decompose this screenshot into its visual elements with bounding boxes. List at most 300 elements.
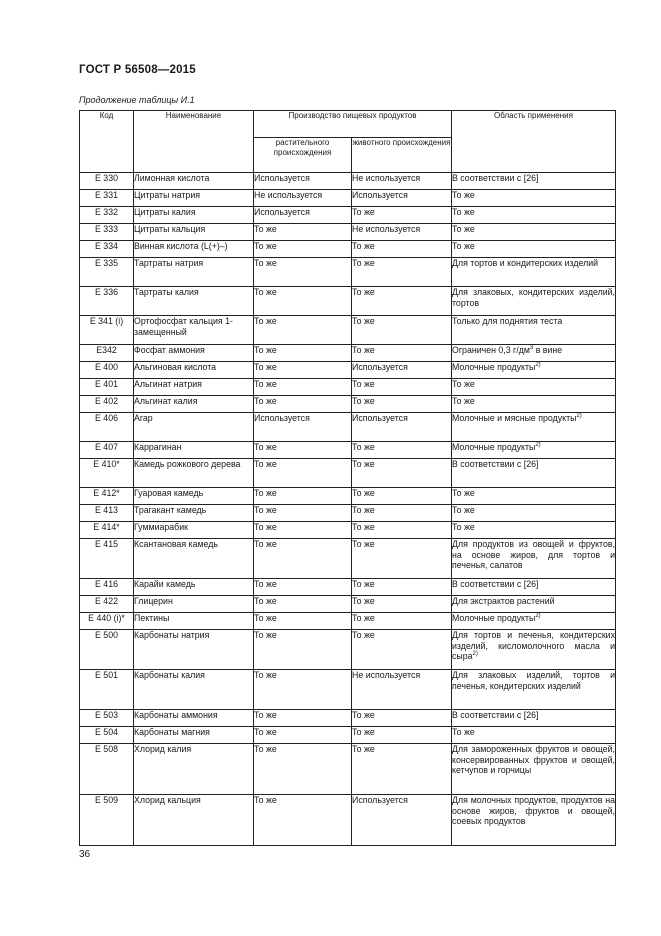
cell-plant-text: То же [254, 316, 277, 326]
cell-code-text: E 400 [95, 362, 118, 372]
cell-code [80, 539, 134, 579]
cell-area-text: Для злаковых, кондитерских изделий, тортов [452, 287, 615, 308]
cell-code-text: E 501 [95, 670, 118, 680]
table-row [80, 795, 616, 846]
cell-name [134, 488, 254, 505]
cell-area-text: Только для поднятия теста [452, 316, 563, 326]
cell-name [134, 459, 254, 488]
cell-code-text: E 413 [95, 505, 118, 515]
cell-name-text: Винная кислота (L(+)–) [134, 241, 228, 251]
cell-name [134, 670, 254, 710]
cell-plant-text: То же [254, 539, 277, 549]
cell-name [134, 258, 254, 287]
cell-area-text: Для продуктов из овощей и фруктов, на основе жиров, для тортов и печенья, салатов [452, 539, 615, 570]
cell-code [80, 727, 134, 744]
cell-code-text: E 500 [95, 630, 118, 640]
cell-area-text: В соответствии с [26] [452, 710, 539, 720]
table-row [80, 459, 616, 488]
cell-code-text: E 440 (i)* [88, 613, 125, 623]
cell-plant [254, 670, 352, 710]
cell-name-text: Цитраты калия [134, 207, 196, 217]
cell-name-text: Карбонаты магния [134, 727, 210, 737]
cell-area-text: То же [452, 488, 475, 498]
cell-animal-text: То же [352, 505, 375, 515]
cell-code [80, 670, 134, 710]
cell-name-text: Хлорид кальция [134, 795, 201, 805]
cell-area-text: То же [452, 505, 475, 515]
cell-plant [254, 224, 352, 241]
cell-name [134, 522, 254, 539]
cell-area-text: То же [452, 224, 475, 234]
cell-name [134, 579, 254, 596]
cell-area [452, 670, 616, 710]
footnote-marker: 3 [529, 345, 534, 352]
cell-area-text: Для злаковых изделий, тортов и печенья, кондитерских изделий [452, 670, 615, 691]
cell-area [452, 522, 616, 539]
cell-animal-text: То же [352, 488, 375, 498]
cell-animal-text: То же [352, 207, 375, 217]
cell-plant-text: То же [254, 379, 277, 389]
cell-animal [352, 727, 452, 744]
cell-name [134, 795, 254, 846]
cell-name-text: Карбонаты аммония [134, 710, 218, 720]
cell-name [134, 630, 254, 670]
cell-area [452, 442, 616, 459]
cell-name-text: Камедь рожкового дерева [134, 459, 241, 469]
cell-plant-text: То же [254, 241, 277, 251]
cell-code-text: E 508 [95, 744, 118, 754]
cell-plant-text: То же [254, 287, 277, 297]
cell-name [134, 396, 254, 413]
cell-area [452, 396, 616, 413]
cell-area-text: Молочные и мясные продукты [452, 413, 577, 423]
cell-name [134, 190, 254, 207]
cell-plant-text: То же [254, 459, 277, 469]
cell-animal-text: То же [352, 710, 375, 720]
cell-animal [352, 362, 452, 379]
cell-name-text: Цитраты кальция [134, 224, 206, 234]
cell-animal [352, 459, 452, 488]
cell-area-text: То же [452, 190, 475, 200]
cell-code-text: E 509 [95, 795, 118, 805]
cell-animal-text: То же [352, 241, 375, 251]
cell-area [452, 345, 616, 362]
page-number: 36 [79, 849, 91, 860]
cell-name [134, 345, 254, 362]
cell-name-text: Ортофосфат кальция 1-замещенный [134, 316, 233, 337]
cell-area-text: Для молочных продуктов, продуктов на основе жиров, фруктов и овощей, соевых продуктов [452, 795, 615, 826]
cell-plant [254, 241, 352, 258]
cell-plant-text: Используется [254, 413, 310, 423]
cell-plant [254, 442, 352, 459]
cell-animal-text: То же [352, 258, 375, 268]
cell-animal-text: То же [352, 596, 375, 606]
cell-plant-text: То же [254, 795, 277, 805]
table-row [80, 670, 616, 710]
cell-name [134, 287, 254, 316]
cell-name [134, 362, 254, 379]
cell-area [452, 710, 616, 727]
cell-name-text: Трагакант камедь [134, 505, 207, 515]
cell-code [80, 579, 134, 596]
cell-area-text: Для экстрактов растений [452, 596, 555, 606]
cell-code [80, 596, 134, 613]
cell-animal-text: Используется [352, 795, 408, 805]
cell-code [80, 241, 134, 258]
cell-name [134, 539, 254, 579]
footnote-marker: 2) [535, 362, 541, 369]
cell-code-text: E 332 [95, 207, 118, 217]
cell-name-text: Лимонная кислота [134, 173, 210, 183]
cell-name [134, 442, 254, 459]
cell-name-text: Альгинат калия [134, 396, 198, 406]
cell-name [134, 727, 254, 744]
table-row [80, 241, 616, 258]
cell-animal [352, 224, 452, 241]
cell-animal-text: То же [352, 459, 375, 469]
cell-animal-text: То же [352, 345, 375, 355]
cell-plant [254, 258, 352, 287]
cell-animal [352, 488, 452, 505]
cell-name-text: Глицерин [134, 596, 173, 606]
footnote-marker: 2) [576, 413, 582, 420]
cell-code [80, 413, 134, 442]
cell-plant [254, 488, 352, 505]
cell-plant-text: То же [254, 744, 277, 754]
cell-animal-text: Используется [352, 190, 408, 200]
cell-code [80, 795, 134, 846]
cell-code-text: E 335 [95, 258, 118, 268]
cell-plant-text: То же [254, 596, 277, 606]
cell-name [134, 613, 254, 630]
cell-code-text: E 331 [95, 190, 118, 200]
cell-name-text: Тартраты натрия [134, 258, 204, 268]
cell-area [452, 459, 616, 488]
cell-area [452, 795, 616, 846]
cell-animal-text: То же [352, 442, 375, 452]
cell-plant [254, 579, 352, 596]
cell-area-text: Для тортов и кондитерских изделий [452, 258, 599, 268]
cell-area [452, 613, 616, 630]
cell-plant-text: То же [254, 345, 277, 355]
cell-name-text: Карайи камедь [134, 579, 196, 589]
cell-plant [254, 190, 352, 207]
cell-plant [254, 413, 352, 442]
table-row [80, 579, 616, 596]
column-header-plant: растительного происхождения [254, 138, 352, 173]
cell-code-text: E342 [96, 345, 117, 355]
cell-plant [254, 539, 352, 579]
table-row [80, 258, 616, 287]
cell-name [134, 379, 254, 396]
cell-animal-text: Не используется [352, 224, 421, 234]
cell-plant-text: То же [254, 522, 277, 532]
cell-code [80, 362, 134, 379]
cell-animal [352, 579, 452, 596]
cell-name [134, 596, 254, 613]
cell-code [80, 613, 134, 630]
cell-name [134, 241, 254, 258]
cell-area [452, 413, 616, 442]
table-row [80, 539, 616, 579]
cell-animal-text: То же [352, 727, 375, 737]
cell-code [80, 345, 134, 362]
table-row [80, 224, 616, 241]
cell-animal [352, 190, 452, 207]
table-row [80, 613, 616, 630]
cell-area-text: Ограничен 0,3 г/дм [452, 345, 530, 355]
cell-animal [352, 287, 452, 316]
cell-name-text: Пектины [134, 613, 170, 623]
cell-code [80, 316, 134, 345]
cell-animal-text: Используется [352, 362, 408, 372]
cell-code-text: E 402 [95, 396, 118, 406]
cell-area-text: Молочные продукты [452, 362, 536, 372]
footnote-marker: 2) [535, 613, 541, 620]
cell-code [80, 459, 134, 488]
table-row [80, 710, 616, 727]
cell-plant [254, 795, 352, 846]
cell-animal-text: То же [352, 744, 375, 754]
column-header-name: Наименование [134, 111, 254, 173]
cell-plant-text: То же [254, 613, 277, 623]
cell-code [80, 224, 134, 241]
cell-code [80, 258, 134, 287]
cell-animal-text: То же [352, 287, 375, 297]
cell-code [80, 190, 134, 207]
table-row [80, 727, 616, 744]
cell-area-text: В соответствии с [26] [452, 579, 539, 589]
cell-area-text: В соответствии с [26] [452, 459, 539, 469]
cell-area-text: То же [452, 727, 475, 737]
cell-area [452, 362, 616, 379]
cell-code-text: E 401 [95, 379, 118, 389]
cell-animal [352, 522, 452, 539]
cell-area [452, 744, 616, 795]
cell-area [452, 727, 616, 744]
cell-area [452, 287, 616, 316]
table-row [80, 173, 616, 190]
cell-name-text: Гуаровая камедь [134, 488, 204, 498]
table-row [80, 630, 616, 670]
cell-code-text: E 410* [93, 459, 120, 469]
cell-area [452, 224, 616, 241]
cell-plant-text: Не используется [254, 190, 323, 200]
cell-name-text: Хлорид калия [134, 744, 192, 754]
cell-code-text: E 406 [95, 413, 118, 423]
cell-name-text: Гуммиарабик [134, 522, 188, 532]
cell-animal [352, 505, 452, 522]
table-row [80, 442, 616, 459]
table-row [80, 316, 616, 345]
cell-plant-text: То же [254, 579, 277, 589]
cell-area-tail: в вине [533, 345, 563, 355]
cell-code-text: E 422 [95, 596, 118, 606]
cell-code [80, 379, 134, 396]
cell-animal-text: Не используется [352, 173, 421, 183]
cell-plant [254, 727, 352, 744]
cell-plant-text: То же [254, 670, 277, 680]
cell-animal-text: То же [352, 579, 375, 589]
cell-animal-text: То же [352, 522, 375, 532]
cell-animal [352, 207, 452, 224]
table-row [80, 287, 616, 316]
cell-plant [254, 710, 352, 727]
cell-animal [352, 345, 452, 362]
table-row [80, 379, 616, 396]
cell-plant [254, 459, 352, 488]
cell-plant-text: Используется [254, 173, 310, 183]
cell-area [452, 488, 616, 505]
cell-animal-text: То же [352, 316, 375, 326]
cell-code [80, 442, 134, 459]
cell-name-text: Тартраты калия [134, 287, 199, 297]
table-row [80, 596, 616, 613]
cell-code-text: E 334 [95, 241, 118, 251]
cell-animal-text: То же [352, 379, 375, 389]
cell-animal-text: Используется [352, 413, 408, 423]
cell-name [134, 710, 254, 727]
cell-plant-text: То же [254, 396, 277, 406]
cell-animal [352, 613, 452, 630]
cell-code [80, 505, 134, 522]
cell-code-text: E 330 [95, 173, 118, 183]
cell-name [134, 413, 254, 442]
cell-plant [254, 522, 352, 539]
cell-area [452, 579, 616, 596]
cell-plant-text: Используется [254, 207, 310, 217]
table-row [80, 190, 616, 207]
cell-plant [254, 596, 352, 613]
cell-area-text: То же [452, 522, 475, 532]
cell-name [134, 316, 254, 345]
cell-animal [352, 442, 452, 459]
cell-code [80, 173, 134, 190]
cell-animal [352, 379, 452, 396]
cell-name-text: Ксантановая камедь [134, 539, 218, 549]
cell-code-text: E 333 [95, 224, 118, 234]
cell-plant [254, 505, 352, 522]
footnote-marker: 2) [472, 651, 478, 658]
cell-plant [254, 287, 352, 316]
column-header-production: Производство пищевых продуктов [254, 111, 452, 138]
cell-name-text: Каррагинан [134, 442, 182, 452]
cell-area-text: Молочные продукты [452, 442, 536, 452]
cell-animal-text: То же [352, 630, 375, 640]
cell-animal-text: То же [352, 539, 375, 549]
cell-name-text: Цитраты натрия [134, 190, 200, 200]
cell-code-text: E 407 [95, 442, 118, 452]
cell-area [452, 630, 616, 670]
cell-plant [254, 379, 352, 396]
cell-area [452, 258, 616, 287]
cell-plant-text: То же [254, 710, 277, 720]
cell-code-text: E 415 [95, 539, 118, 549]
cell-area [452, 316, 616, 345]
cell-plant-text: То же [254, 505, 277, 515]
cell-area [452, 241, 616, 258]
cell-plant [254, 396, 352, 413]
cell-animal-text: Не используется [352, 670, 421, 680]
cell-plant [254, 345, 352, 362]
cell-code-text: E 504 [95, 727, 118, 737]
cell-name-text: Фосфат аммония [134, 345, 205, 355]
cell-area [452, 596, 616, 613]
cell-code [80, 744, 134, 795]
cell-code-text: E 412* [93, 488, 120, 498]
cell-plant [254, 744, 352, 795]
cell-code-text: E 414* [93, 522, 120, 532]
cell-animal [352, 539, 452, 579]
cell-area-text: Молочные продукты [452, 613, 536, 623]
cell-name-text: Агар [134, 413, 153, 423]
cell-area [452, 505, 616, 522]
cell-area-text: Для тортов и печенья, кондитерских изделий, кисломолочного масла и сыра [452, 630, 615, 661]
table-row [80, 522, 616, 539]
cell-animal [352, 596, 452, 613]
cell-plant [254, 173, 352, 190]
table-row [80, 505, 616, 522]
cell-code [80, 522, 134, 539]
cell-plant [254, 613, 352, 630]
cell-name-text: Альгиновая кислота [134, 362, 217, 372]
cell-name [134, 224, 254, 241]
cell-plant-text: То же [254, 630, 277, 640]
cell-area-text: В соответствии с [26] [452, 173, 539, 183]
cell-plant [254, 316, 352, 345]
cell-area-text: То же [452, 379, 475, 389]
cell-area [452, 379, 616, 396]
cell-animal [352, 241, 452, 258]
cell-code [80, 710, 134, 727]
cell-area-text: То же [452, 241, 475, 251]
cell-plant-text: То же [254, 727, 277, 737]
cell-animal [352, 670, 452, 710]
cell-code [80, 207, 134, 224]
table-row [80, 488, 616, 505]
cell-area-text: То же [452, 207, 475, 217]
cell-animal [352, 710, 452, 727]
table-row [80, 744, 616, 795]
cell-area-text: То же [452, 396, 475, 406]
cell-area-text: Для замороженных фруктов и овощей, консервированных фруктов и овощей, кетчупов и горчицы [452, 744, 615, 775]
table-row [80, 362, 616, 379]
cell-code [80, 396, 134, 413]
cell-animal [352, 316, 452, 345]
cell-name-text: Карбонаты натрия [134, 630, 210, 640]
cell-animal [352, 258, 452, 287]
footnote-marker: 2) [535, 442, 541, 449]
cell-animal-text: То же [352, 613, 375, 623]
document-header: ГОСТ Р 56508—2015 [79, 64, 196, 76]
cell-name-text: Карбонаты калия [134, 670, 205, 680]
cell-animal [352, 795, 452, 846]
cell-code-text: E 503 [95, 710, 118, 720]
column-header-animal: животного происхождения [352, 138, 452, 173]
additives-table [79, 110, 616, 846]
cell-code-text: E 416 [95, 579, 118, 589]
table-row [80, 413, 616, 442]
cell-area [452, 207, 616, 224]
table-caption: Продолжение таблицы И.1 [79, 95, 195, 105]
cell-name [134, 505, 254, 522]
cell-animal [352, 396, 452, 413]
cell-area [452, 173, 616, 190]
cell-area [452, 539, 616, 579]
cell-plant-text: То же [254, 442, 277, 452]
cell-plant [254, 207, 352, 224]
cell-plant [254, 630, 352, 670]
